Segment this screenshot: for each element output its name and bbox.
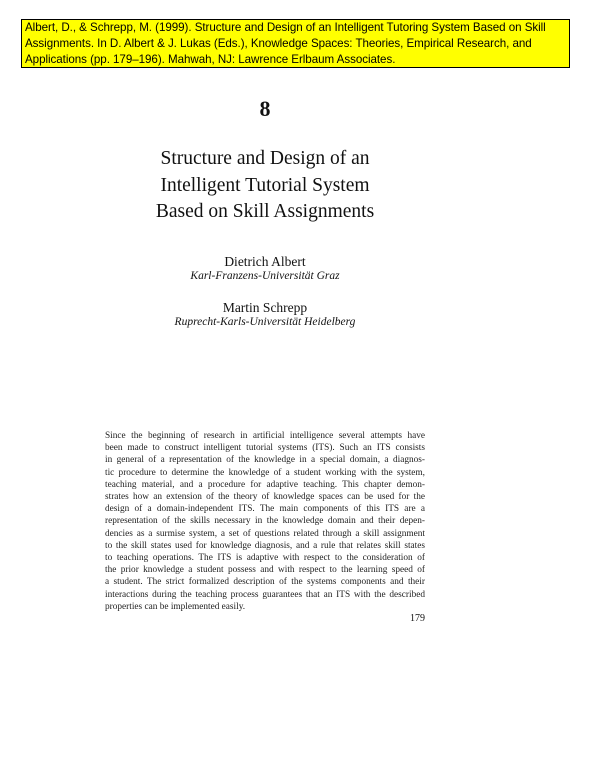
abstract-line: Since the beginning of research in artificial intelligence several attempts have <box>105 431 425 441</box>
author-name-2: Martin Schrepp <box>222 300 308 315</box>
citation-line: Albert, D., & Schrepp, M. (1999). Structure and Design of an Intelligent Tutoring System Based on Skill <box>25 21 546 34</box>
author-affiliation-1: Karl-Franzens-Universität Graz <box>190 270 340 282</box>
abstract-line: properties can be implemented easily. <box>105 601 246 612</box>
author-name-1: Dietrich Albert <box>224 254 306 269</box>
citation-line: Applications (pp. 179–196). Mahwah, NJ: Lawrence Erlbaum Associates. <box>25 53 396 67</box>
title-line: Structure and Design of an <box>160 148 370 169</box>
abstract-line: the prior knowledge a student possess and with respect to the learning speed of <box>105 565 425 576</box>
abstract-line: teaching material, and a procedure for adaptive teaching. This chapter demon- <box>105 479 425 490</box>
title-line: Intelligent Tutorial System <box>160 174 370 196</box>
page-number: 179 <box>410 613 425 624</box>
abstract-line: tic procedure to determine the knowledge of a student working with the system, <box>105 467 425 478</box>
abstract-line: strates how an extension of the theory of knowledge spaces can be used for the <box>105 492 425 503</box>
abstract-line: to teaching operations. The ITS is adaptive with respect to the consideration of <box>105 553 425 564</box>
title-line: Based on Skill Assignments <box>155 201 375 222</box>
chapter-title <box>0 146 530 226</box>
abstract <box>105 430 425 613</box>
abstract-line: to the skill states used for knowledge diagnosis, and a rule that relates skill states <box>105 540 425 551</box>
abstract-line: design of a domain-independent ITS. The main components of this ITS are a <box>105 504 425 515</box>
abstract-line: representation of the skills necessary in the knowledge domain and their depen- <box>105 516 425 527</box>
abstract-line: dencies as a surmise system, a set of questions related through a skill assignment <box>105 528 425 539</box>
citation-line: Assignments. In D. Albert & J. Lukas (Eds.), Knowledge Spaces: Theories, Empirical Research, and <box>25 37 532 51</box>
author-affiliation-2: Ruprecht-Karls-Universität Heidelberg <box>174 316 356 328</box>
abstract-line: interactions during the teaching process guarantees that an ITS with the described <box>105 589 425 600</box>
abstract-line: been made to construct intelligent tutorial systems (ITS). Such an ITS consists <box>105 443 425 454</box>
citation-box <box>21 19 570 68</box>
abstract-line: a student. The strict formalized description of the systems components and their <box>105 577 425 588</box>
chapter-number: 8 <box>259 96 271 121</box>
abstract-line: in general of a representation of the knowledge in a special domain, a diagnos- <box>105 455 425 466</box>
